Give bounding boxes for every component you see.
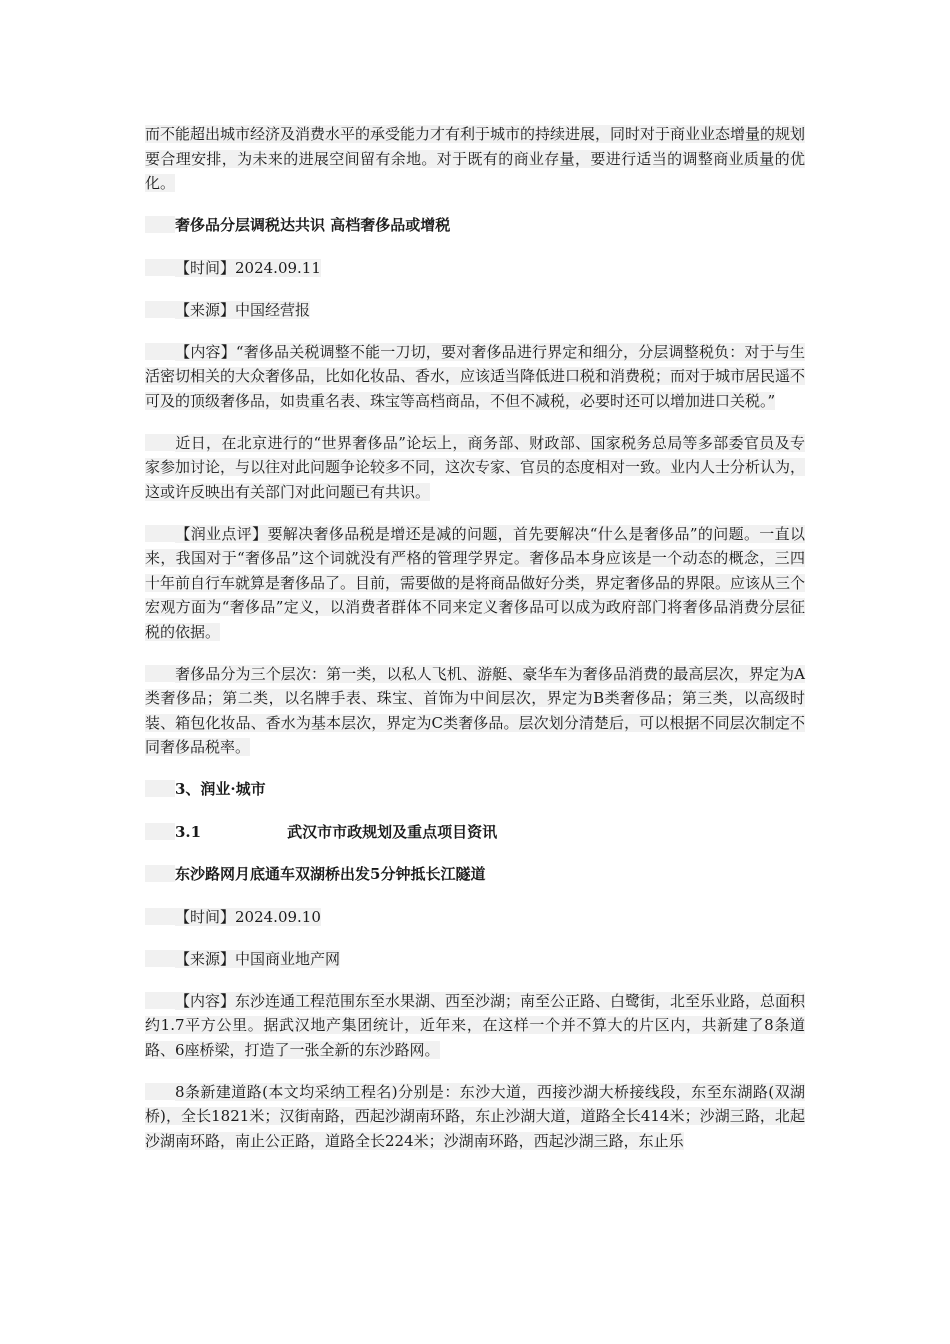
paragraph-intro: 而不能超出城市经济及消费水平的承受能力才有利于城市的持续进展，同时对于商业业态增量的规划要合理安排，为未来的进展空间留有余地。对于既有的商业存量，要进行适当的调整商业质量的优化。 [145,125,806,192]
subsection-heading-wuhan [145,820,805,845]
article-time: 【时间】2024.09.11 [145,256,805,281]
article-content: 【内容】“奢侈品关税调整不能一刀切，要对奢侈品进行界定和细分，分层调整税负：对于与生活密切相关的大众奢侈品，比如化妆品、香水，应该适当降低进口税和消费税；而对于城市居民遥不可及的顶级奢侈品，如贵重名表、珠宝等高档商品，不但不减税，必要时还可以增加进口关税。” [145,342,806,410]
article-source: 【来源】中国经营报 [145,298,805,323]
paragraph-roads: 8条新建道路(本文均采纳工程名)分别是：东沙大道，西接沙湖大桥接线段，东至东湖路(双湖桥)，全长1821米；汉街南路，西起沙湖南环路，东止沙湖大道，道路全长414米；沙湖三路，北起沙湖南环路，南止公正路，道路全长224米；沙湖南环路，西起沙湖三路，东止乐 [145,1082,805,1150]
paragraph-forum: 近日，在北京进行的“世界奢侈品”论坛上，商务部、财政部、国家税务总局等多部委官员及专家参加讨论，与以往对此问题争论较多不同，这次专家、官员的态度相对一致。业内人士分析认为，这或许反映出有关部门对此问题已有共识。 [145,433,806,501]
paragraph-comment: 【润业点评】要解决奢侈品税是增还是减的问题，首先要解决“什么是奢侈品”的问题。一直以来，我国对于“奢侈品”这个词就没有严格的管理学界定。奢侈品本身应该是一个动态的概念，三四十年前自行车就算是奢侈品了。目前，需要做的是将商品做好分类，界定奢侈品的界限。应该从三个宏观方面为“奢侈品”定义，以消费者群体不同来定义奢侈品可以成为政府部门将奢侈品消费分层征税的依据。 [145,524,806,641]
article-time-2: 【时间】2024.09.10 [145,905,805,930]
article-heading-road: 东沙路网月底通车双湖桥出发5分钟抵长江隧道 [145,862,805,887]
paragraph-levels: 奢侈品分为三个层次：第一类，以私人飞机、游艇、豪华车为奢侈品消费的最高层次，界定为A类奢侈品；第二类，以名牌手表、珠宝、首饰为中间层次，界定为B类奢侈品；第三类，以高级时装、箱包化妆品、香水为基本层次，界定为C类奢侈品。层次划分清楚后，可以根据不同层次制定不同奢侈品税率。 [145,664,805,756]
subsection-number: 3.1 [175,822,202,841]
document-page [145,122,805,1171]
subsection-title: 武汉市市政规划及重点项目资讯 [287,822,498,841]
section-heading-city: 3、润业·城市 [145,777,805,802]
article-source-2: 【来源】中国商业地产网 [145,947,805,972]
article-heading-luxury: 奢侈品分层调税达共识 高档奢侈品或增税 [145,213,805,238]
article-content-2: 【内容】东沙连通工程范围东至水果湖、西至沙湖；南至公正路、白鹭街，北至乐业路，总面积约1.7平方公里。据武汉地产集团统计，近年来，在这样一个并不算大的片区内，共新建了8条道路、6座桥梁，打造了一张全新的东沙路网。 [145,991,806,1059]
